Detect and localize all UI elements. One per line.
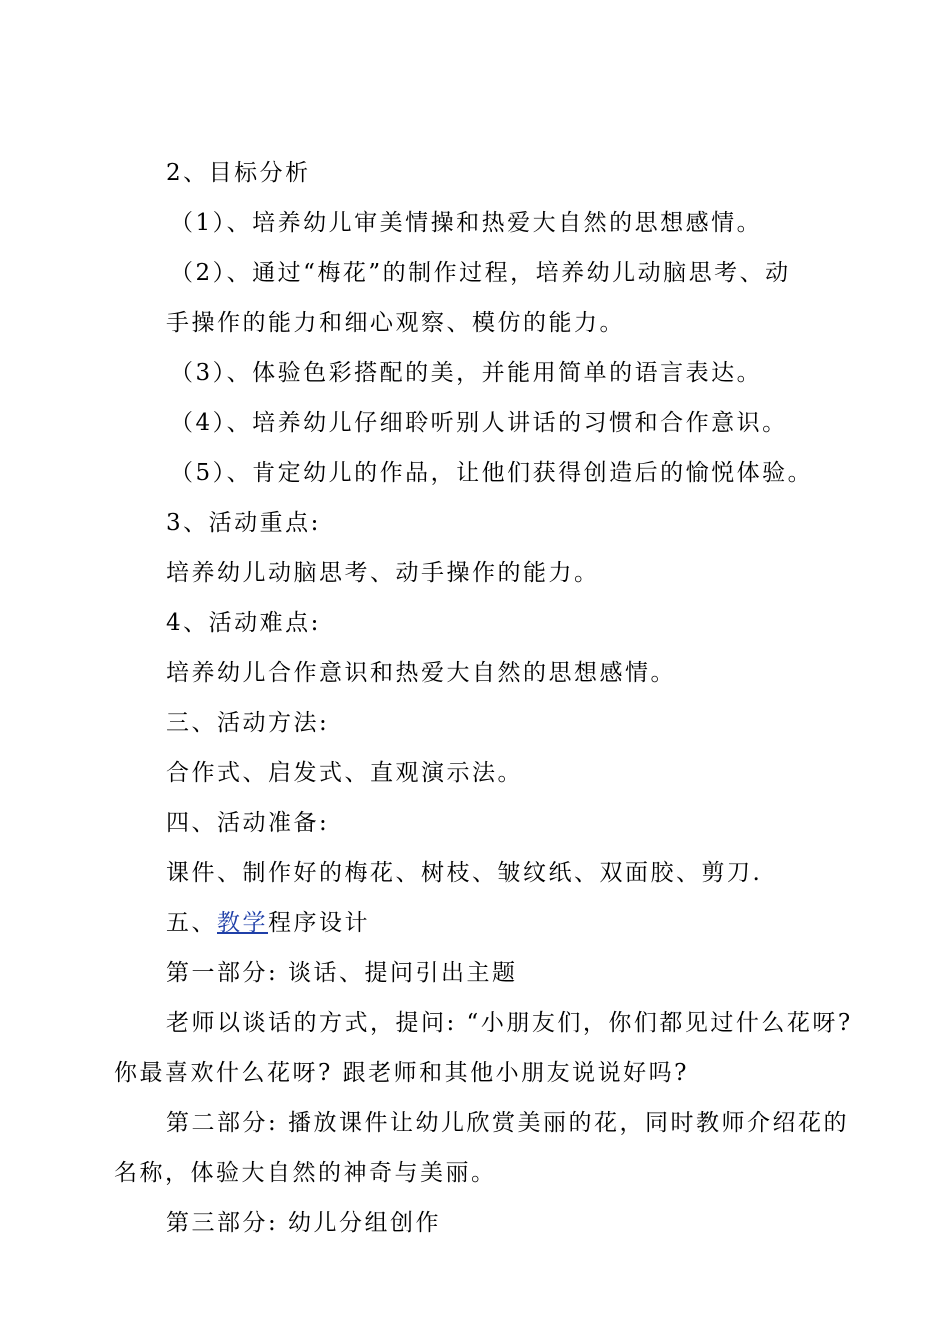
section-heading-methods: 三、活动方法: xyxy=(166,710,330,736)
key-points-text: 培养幼儿动脑思考、动手操作的能力。 xyxy=(166,560,600,586)
part-one-heading: 第一部分: 谈话、提问引出主题 xyxy=(166,960,518,986)
teaching-link[interactable]: 教学 xyxy=(217,910,268,936)
heading-suffix: 程序设计 xyxy=(268,910,370,936)
section-heading-goal-analysis: 2、目标分析 xyxy=(166,160,311,186)
objective-3: （3）、体验色彩搭配的美，并能用简单的语言表达。 xyxy=(170,360,763,386)
part-two-text: 第二部分: 播放课件让幼儿欣赏美丽的花，同时教师介绍花的 xyxy=(166,1110,850,1136)
objective-2: （2）、通过“梅花”的制作过程，培养幼儿动脑思考、动 xyxy=(170,260,791,286)
section-heading-teaching-design xyxy=(166,908,370,938)
part-two-text-continued: 名称，体验大自然的神奇与美丽。 xyxy=(114,1160,497,1186)
methods-text: 合作式、启发式、直观演示法。 xyxy=(166,760,523,786)
objective-1: （1）、培养幼儿审美情操和热爱大自然的思想感情。 xyxy=(170,210,763,236)
objective-4: （4）、培养幼儿仔细聆听别人讲话的习惯和合作意识。 xyxy=(170,410,788,436)
section-heading-key-points: 3、活动重点: xyxy=(166,510,321,536)
section-heading-preparation: 四、活动准备: xyxy=(166,810,330,836)
heading-prefix: 五、 xyxy=(166,910,217,936)
part-three-heading: 第三部分: 幼儿分组创作 xyxy=(166,1210,442,1236)
part-one-text-continued: 你最喜欢什么花呀? 跟老师和其他小朋友说说好吗? xyxy=(114,1060,689,1086)
preparation-text: 课件、制作好的梅花、树枝、皱纹纸、双面胶、剪刀. xyxy=(166,860,763,886)
part-one-text: 老师以谈话的方式，提问: “小朋友们，你们都见过什么花呀? xyxy=(166,1010,853,1036)
difficulties-text: 培养幼儿合作意识和热爱大自然的思想感情。 xyxy=(166,660,676,686)
objective-5: （5）、肯定幼儿的作品，让他们获得创造后的愉悦体验。 xyxy=(170,460,814,486)
section-heading-difficulties: 4、活动难点: xyxy=(166,610,321,636)
objective-2-continued: 手操作的能力和细心观察、模仿的能力。 xyxy=(166,310,625,336)
